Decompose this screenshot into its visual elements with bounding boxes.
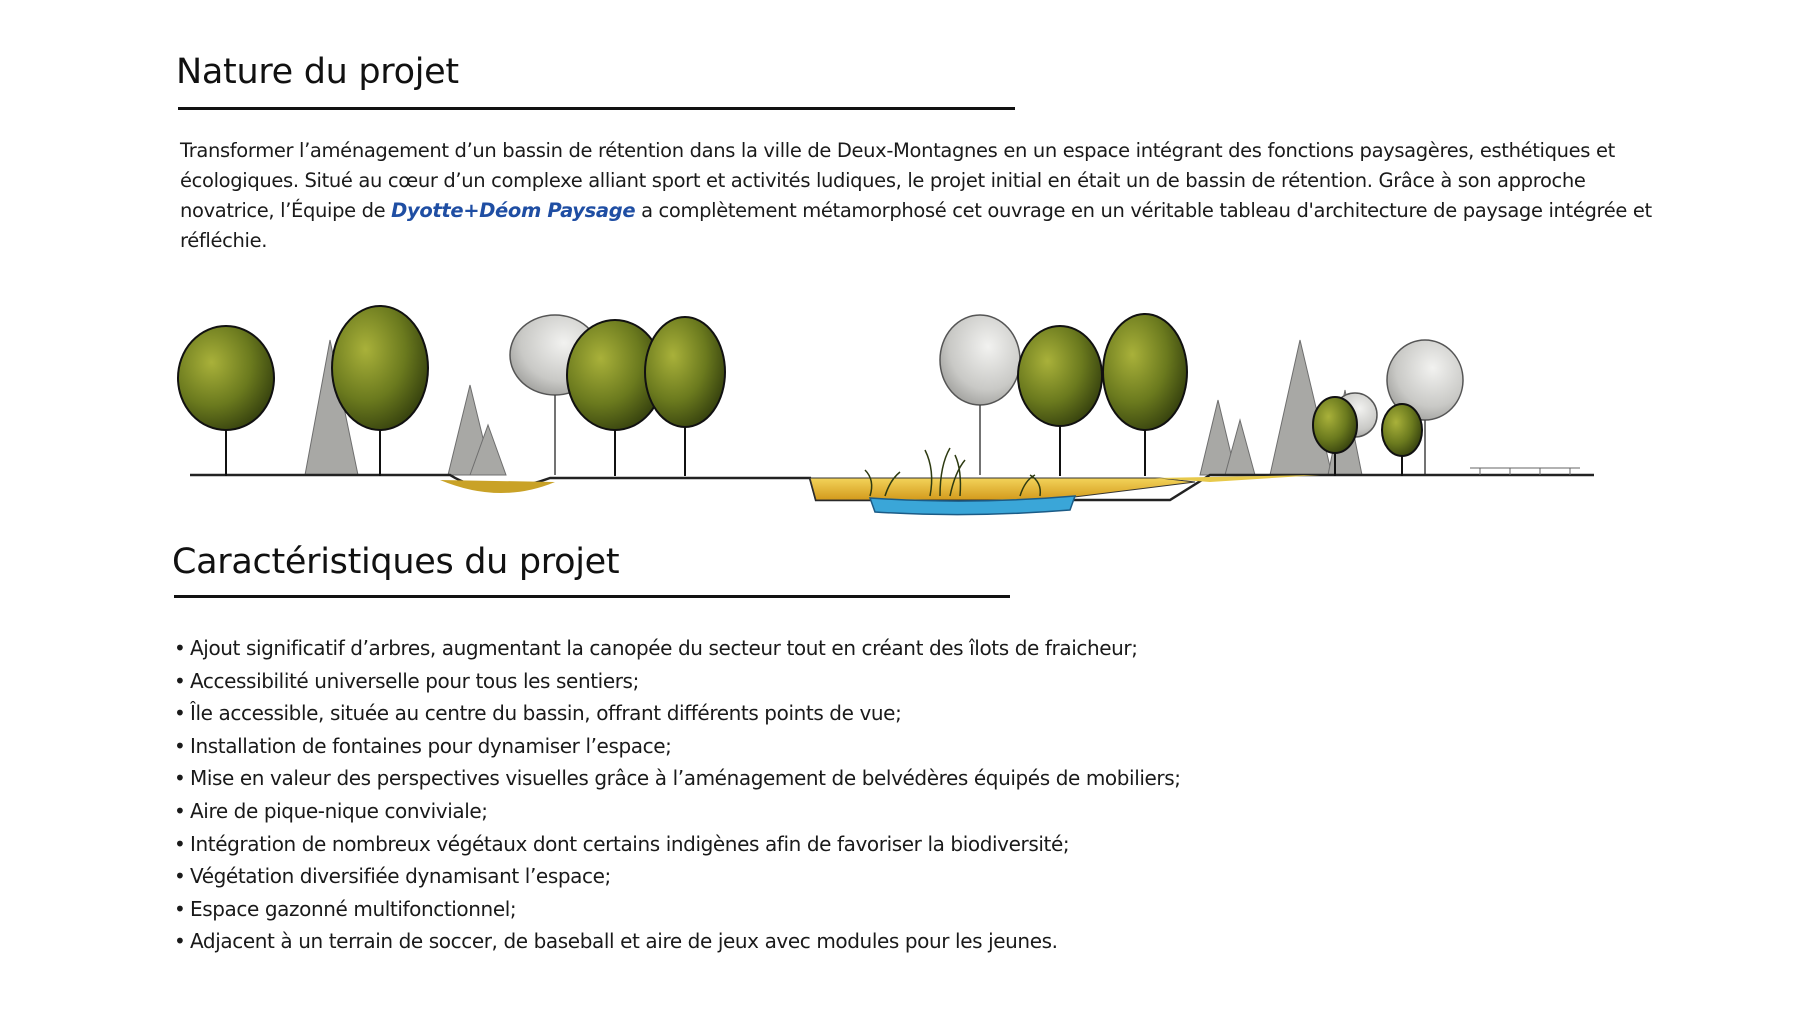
landscape-section-illustration bbox=[170, 300, 1610, 525]
list-item: • Installation de fontaines pour dynamiser l’espace; bbox=[174, 730, 1181, 763]
nature-paragraph bbox=[180, 136, 1655, 256]
list-item: • Végétation diversifiée dynamisant l’espace; bbox=[174, 860, 1181, 893]
background-conifers bbox=[305, 340, 1362, 475]
list-item: • Ajout significatif d’arbres, augmentant la canopée du secteur tout en créant des îlots de fraicheur; bbox=[174, 632, 1181, 665]
nature-text-before: Transformer l’aménagement d’un bassin de rétention dans la ville de Deux-Montagnes en un espace intégrant des fonctions paysagères, esthétiques et écologiques. Situé au cœur d’un complexe alliant sport et activités ludiques, le projet initial en était un de bassin de rétention. Grâce à son approche novatrice, l’Équipe de bbox=[180, 139, 1615, 222]
list-item: • Accessibilité universelle pour tous les sentiers; bbox=[174, 665, 1181, 698]
list-item: • Aire de pique-nique conviviale; bbox=[174, 795, 1181, 828]
list-item: • Mise en valeur des perspectives visuelles grâce à l’aménagement de belvédères équipés de mobiliers; bbox=[174, 762, 1181, 795]
features-list bbox=[174, 632, 1181, 958]
list-item: • Île accessible, située au centre du bassin, offrant différents points de vue; bbox=[174, 697, 1181, 730]
caracteristiques-heading: Caractéristiques du projet bbox=[172, 542, 620, 582]
list-item: • Espace gazonné multifonctionnel; bbox=[174, 893, 1181, 926]
brand-name: Dyotte+Déom Paysage bbox=[391, 199, 636, 222]
nature-heading: Nature du projet bbox=[176, 52, 459, 92]
list-item: • Intégration de nombreux végétaux dont certains indigènes afin de favoriser la biodiversité; bbox=[174, 828, 1181, 861]
nature-heading-rule bbox=[178, 107, 1015, 110]
grass-bank bbox=[440, 480, 555, 493]
nature-text-after: a complètement métamorphosé cet ouvrage en un véritable tableau d'architecture de paysage intégrée et réfléchie. bbox=[180, 199, 1652, 252]
caracteristiques-heading-rule bbox=[174, 595, 1010, 598]
list-item: • Adjacent à un terrain de soccer, de baseball et aire de jeux avec modules pour les jeunes. bbox=[174, 925, 1181, 958]
basin-grass bbox=[810, 478, 1195, 500]
